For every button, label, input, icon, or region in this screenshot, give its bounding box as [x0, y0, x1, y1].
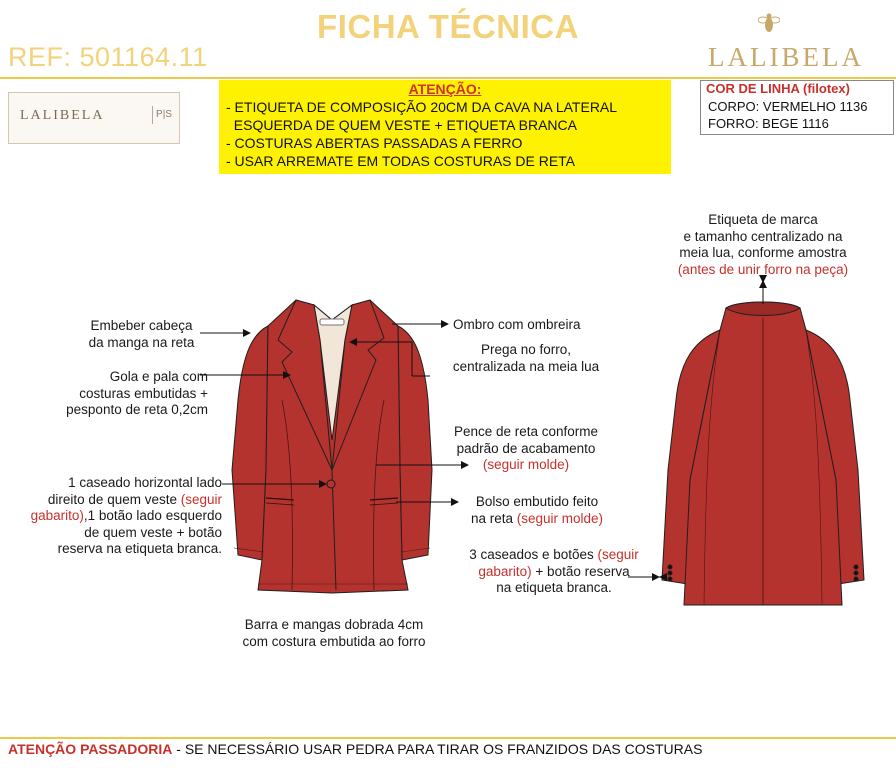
document-title: FICHA TÉCNICA: [317, 8, 579, 45]
note-collar: [28, 369, 208, 419]
note-line: 1 caseado horizontal lado: [68, 475, 222, 490]
note-sleeve-head: [74, 318, 209, 351]
footer-divider: [0, 737, 896, 739]
lining-label: [320, 319, 344, 325]
attention-line: ESQUERDA DE QUEM VESTE + ETIQUETA BRANCA: [226, 117, 577, 133]
brand-logo: LALIBELA: [708, 42, 864, 72]
attention-line: - ETIQUETA DE COMPOSIÇÃO 20CM DA CAVA NA LATERAL: [226, 99, 618, 115]
note-line: com costura embutida ao forro: [242, 633, 426, 649]
note-highlight: (seguir: [597, 547, 639, 562]
right-sleeve: [398, 326, 432, 560]
note-pleat: [436, 342, 616, 375]
note-line: ,1 botão lado esquerdo: [83, 508, 222, 523]
note-highlight: (seguir molde): [516, 510, 604, 526]
note-line: Barra e mangas dobrada 4cm: [244, 617, 424, 632]
note-line: centralizada na meia lua: [452, 358, 600, 374]
note-line: Embeber cabeça: [90, 318, 193, 333]
note-dart: [436, 424, 616, 474]
note-highlight: (seguir: [180, 491, 222, 507]
note-highlight: gabarito): [30, 508, 84, 523]
note-line: direito de quem veste: [47, 491, 181, 507]
note-line: Etiqueta de marca: [708, 212, 818, 227]
note-line: da manga na reta: [88, 334, 195, 350]
note-hem: [214, 617, 454, 650]
note-line: Bolso embutido feito: [475, 494, 599, 509]
thread-color-body: CORPO: VERMELHO 1136: [708, 99, 868, 114]
note-line: padrão de acabamento: [456, 440, 596, 456]
thread-color-lining: FORRO: BEGE 1116: [708, 116, 829, 131]
note-line: Gola e pala com: [109, 369, 208, 384]
attention-title: ATENÇÃO:: [408, 81, 482, 97]
note-line: meia lua, conforme amostra: [679, 245, 847, 260]
note-shoulder: Ombro com ombreira: [453, 317, 581, 332]
jacket-front-drawing: [232, 300, 432, 593]
footer-warning: [8, 741, 702, 757]
footer-alert: ATENÇÃO PASSADORIA: [8, 741, 173, 757]
note-line: Pence de reta conforme: [453, 424, 599, 439]
note-line: na etiqueta branca.: [496, 580, 612, 595]
note-buttonhole: [4, 475, 222, 558]
note-line: 3 caseados e botões: [469, 547, 598, 562]
note-line: + botão reserva: [531, 563, 630, 579]
attention-line: - COSTURAS ABERTAS PASSADAS A FERRO: [226, 135, 523, 151]
reference-code: REF: 501164.11: [8, 42, 208, 72]
note-line: Prega no forro,: [480, 342, 572, 357]
jacket-back-drawing: [662, 302, 864, 605]
button: [327, 480, 335, 488]
note-line: de quem veste + botão: [84, 524, 222, 540]
note-line: e tamanho centralizado na: [683, 228, 843, 244]
thread-color-title: COR DE LINHA (filotex): [706, 81, 850, 96]
left-sleeve: [232, 326, 268, 560]
note-line: costuras embutidas +: [79, 385, 208, 401]
note-highlight: (antes de unir forro na peça): [677, 261, 849, 277]
note-brand-label: [650, 212, 876, 278]
label-size-text: P|S: [152, 106, 175, 124]
note-line: pesponto de reta 0,2cm: [66, 402, 208, 417]
footer-text: - SE NECESSÁRIO USAR PEDRA PARA TIRAR OS FRANZIDOS DAS COSTURAS: [172, 741, 703, 757]
note-highlight: gabarito): [478, 563, 532, 579]
note-line: na reta: [470, 510, 517, 526]
note-highlight: (seguir molde): [482, 457, 570, 472]
attention-line: - USAR ARREMATE EM TODAS COSTURAS DE RETA: [226, 153, 576, 169]
note-pocket: [452, 494, 622, 527]
label-brand-text: LALIBELA: [20, 108, 105, 123]
note-sleeve-buttons: [446, 547, 662, 597]
note-line: reserva na etiqueta branca.: [57, 541, 222, 556]
